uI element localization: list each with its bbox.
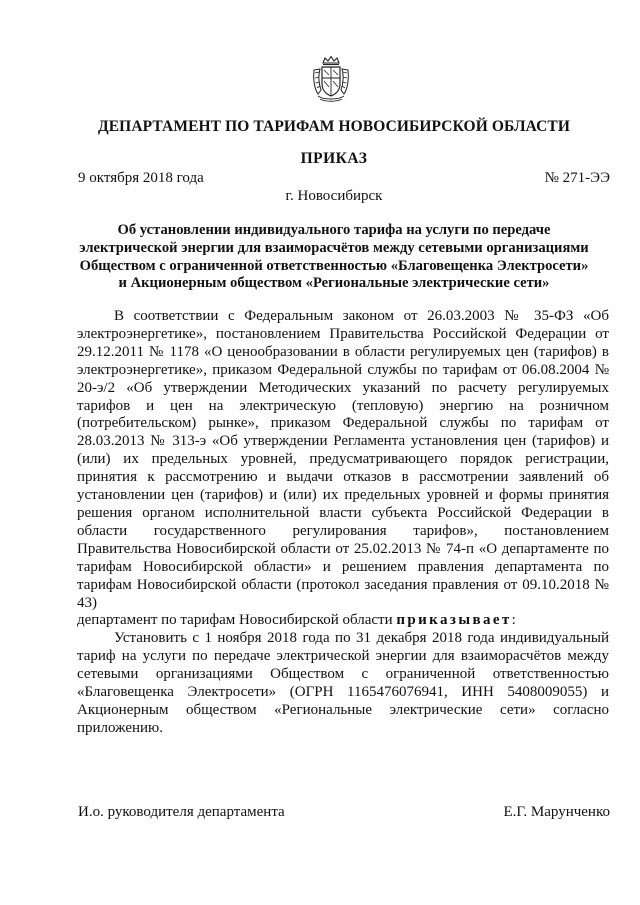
decision-paragraph: Установить с 1 ноября 2018 года по 31 декабря 2018 года индивидуальный тариф на услуги по передаче электрической энергии для взаиморасчётов между сетевыми организациями Обществом с ограниченной ответственностью «Благовещенка Электросети» (ОГРН 1165476076941, ИНН 5408009055) и Акционерным обществом «Региональные электрические сети» согласно приложению. bbox=[77, 630, 609, 736]
order-body bbox=[77, 308, 609, 738]
order-number: № 271-ЭЭ bbox=[544, 170, 610, 186]
subject-line: и Акционерным обществом «Региональные электрические сети» bbox=[118, 275, 550, 292]
resolution-suffix: : bbox=[511, 612, 516, 629]
resolution-line bbox=[77, 612, 609, 630]
resolution-prefix: департамент по тарифам Новосибирской области bbox=[77, 612, 397, 629]
coat-of-arms-icon bbox=[312, 56, 350, 102]
order-subject bbox=[66, 222, 602, 293]
order-title: ПРИКАЗ bbox=[300, 150, 368, 167]
order-date: 9 октября 2018 года bbox=[78, 170, 204, 186]
resolution-word: приказывает bbox=[396, 612, 512, 629]
subject-line: электрической энергии для взаиморасчётов между сетевыми организациями bbox=[79, 239, 589, 256]
order-city: г. Новосибирск bbox=[285, 188, 383, 204]
signatory-role: И.о. руководителя департамента bbox=[78, 804, 285, 820]
preamble-paragraph: В соответствии с Федеральным законом от 26.03.2003 № 35-ФЗ «Об электроэнергетике», постановлением Правительства Российской Федерации от 29.12.2011 № 1178 «О ценообразовании в области регулируемых цен (тарифов) в электроэнергетике», приказом Федеральной службы по тарифам от 06.08.2004 № 20-э/2 «Об утверждении Методических указаний по расчету регулируемых тарифов и цен на электрическую (тепловую) энергию на розничном (потребительском) рынке», приказом Федеральной службы по тарифам от 28.03.2013 № 313-э «Об утверждении Регламента установления цен (тарифов) и (или) их предельных уровней, предусматривающего порядок регистрации, принятия к рассмотрению и выдачи отказов в рассмотрении заявлений об установлении цен (тарифов) и (или) их предельных уровней и формы принятия решения органом исполнительной власти субъекта Российской Федерации в области государственного регулирования тарифов», постановлением Правительства Новосибирской области от 25.02.2013 № 74-п «О департаменте по тарифам Новосибирской области» и решением правления департамента по тарифам Новосибирской области (протокол заседания правления от 09.10.2018 № 43) bbox=[77, 308, 609, 611]
signatory-name: Е.Г. Марунченко bbox=[503, 804, 610, 820]
subject-line: Обществом с ограниченной ответственностью «Благовещенка Электросети» bbox=[79, 257, 589, 274]
department-name: ДЕПАРТАМЕНТ ПО ТАРИФАМ НОВОСИБИРСКОЙ ОБЛАСТИ bbox=[97, 118, 571, 135]
subject-line: Об установлении индивидуального тарифа на услуги по передаче bbox=[117, 222, 551, 238]
